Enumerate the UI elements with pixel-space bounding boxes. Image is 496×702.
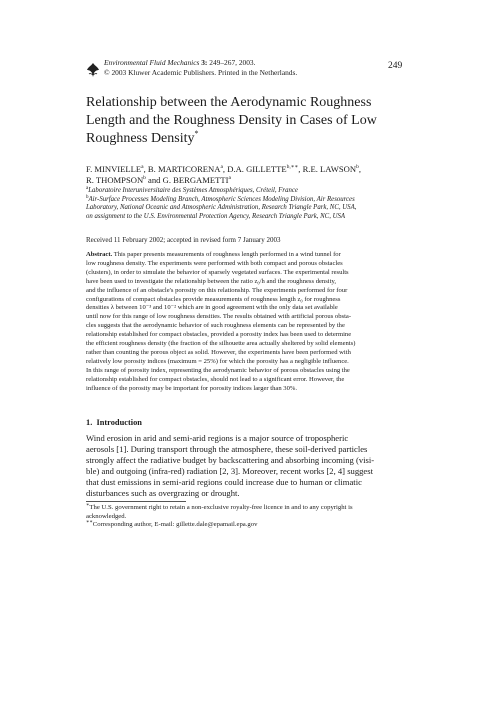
footnote-text: The U.S. government right to retain a non-exclusive royalty-free licence in and to any copyright is — [89, 504, 353, 511]
author-name: , R.E. LAWSON — [298, 164, 357, 174]
title-line: Roughness Density — [86, 131, 195, 146]
affiliation-mark: b — [86, 194, 89, 200]
body-line: aerosols [1]. During transport through the atmosphere, these soil-derived particles — [86, 443, 368, 454]
section-title: Introduction — [96, 418, 142, 427]
abstract-label: Abstract. — [86, 251, 113, 258]
abstract — [86, 251, 416, 394]
title-line: Length and the Roughness Density in Cases of Low — [86, 113, 377, 128]
author-name: F. MINVIELLE — [86, 164, 142, 174]
affiliation-mark: a — [86, 186, 89, 191]
title-line: Relationship between the Aerodynamic Roughness — [86, 95, 372, 110]
journal-volume: 3: — [201, 58, 208, 67]
abstract-line: influence of the porosity may be important for porosity indices larger than 30%. — [86, 384, 298, 392]
body-line: that dust emissions in semi-arid regions could increase due to human or climatic — [86, 476, 362, 487]
footnote-text: acknowledged. — [86, 512, 127, 520]
abstract-line: relationship established for compact obstacles, provided a porosity index has been used to determine — [86, 331, 352, 339]
affiliation-mark: a — [141, 164, 144, 170]
author-name: R. THOMPSON — [86, 175, 144, 185]
abstract-line: In this range of porosity index, representing the aerodynamic behavior of porous obstacles using the — [86, 366, 350, 374]
abstract-line: configurations of compact obstacles provide measurements of roughness length z₀ for roughness — [86, 295, 341, 303]
body-line: ble) and outgoing (infra-red) radiation [2, 3]. Moreover, recent works [2, 4] suggest — [86, 465, 373, 476]
body-line: Wind erosion in arid and semi-arid regions is a major source of tropospheric — [86, 433, 349, 443]
intro-paragraph — [86, 433, 416, 498]
title-footnote-mark: * — [194, 129, 199, 138]
abstract-line: (clusters), in order to simulate the behavior of sparsely vegetated surfaces. The experimental results — [86, 268, 349, 276]
author-name: , D.A. GILLETTE — [222, 164, 287, 174]
affiliation-mark: b — [356, 164, 359, 170]
author-name: and G. BERGAMETTI — [145, 175, 229, 185]
journal-header — [104, 58, 297, 77]
abstract-line: the efficient roughness density (the fraction of the silhouette area actually sheltered by solid elements) — [86, 340, 356, 348]
author-separator: , — [358, 164, 361, 174]
section-heading — [86, 418, 142, 427]
affiliation-mark: a — [220, 164, 223, 170]
journal-pages: 249–267, 2003. — [209, 58, 256, 67]
footnotes — [86, 504, 416, 530]
abstract-line: low roughness density. The experiments were performed with both compact and porous obstacles — [86, 259, 343, 267]
abstract-line: relatively low porosity indices (maximum = 25%) for which the porosity has a negligible influence. — [86, 357, 349, 365]
affiliation-mark: b — [143, 175, 146, 181]
footnote-mark: ∗ — [86, 503, 90, 508]
section-number: 1. — [86, 418, 93, 427]
paper-title — [86, 94, 416, 148]
affiliation-text: Laboratory, National Oceanic and Atmospheric Administration, Research Triangle Park, NC, USA, — [86, 204, 357, 212]
footnote-mark: ∗∗ — [86, 520, 93, 526]
author-name: , B. MARTICORENA — [143, 164, 221, 174]
footnote-divider — [86, 501, 186, 502]
abstract-line: densities λ between 10⁻³ and 10⁻² which are in good agreement with the only data set available — [86, 304, 338, 312]
affiliation-text: on assignment to the U.S. Environmental Protection Agency, Research Triangle Park, NC, USA — [86, 213, 346, 221]
body-line: strongly affect the radiative budget by backscattering and absorbing incoming (visi- — [86, 454, 375, 465]
copyright-line: © 2003 Kluwer Academic Publishers. Printed in the Netherlands. — [104, 67, 298, 77]
journal-name: Environmental Fluid Mechanics — [104, 58, 200, 67]
abstract-line: have been used to investigate the relationship between the ratio z₀/h and the roughness density, — [86, 277, 336, 285]
affiliation-mark: b,∗∗ — [286, 164, 299, 170]
affiliation-text: Air-Surface Processes Modeling Branch, Atmospheric Sciences Modeling Division, Air Resources — [88, 195, 355, 203]
abstract-line: and the influence of an obstacle's porosity on this relationship. The experiments performed for four — [86, 286, 348, 294]
affiliation-mark: a — [228, 175, 231, 181]
footnote-text: Corresponding author, E-mail: gillette.dale@epamail.epa.gov — [92, 521, 258, 529]
affiliation-text: Laboratoire Interuniversitaire des Systèmes Atmosphériques, Créteil, France — [88, 187, 298, 194]
abstract-line: until now for this range of low roughness densities. The results obtained with artificial porous obsta- — [86, 313, 352, 321]
publisher-logo-icon — [86, 62, 100, 78]
received-dates: Received 11 February 2002; accepted in revised form 7 January 2003 — [86, 236, 281, 244]
page-number: 249 — [388, 61, 403, 71]
abstract-line: cles suggests that the aerodynamic behavior of such roughness elements can be represented by the — [86, 322, 345, 330]
abstract-line: relationship established for compact obstacles, should not lead to a significant error. However, the — [86, 375, 345, 383]
body-line: disturbances such as overgrazing or drought. — [86, 487, 240, 498]
abstract-line: rather than counting the porous object as solid. However, the experiments have been performed with — [86, 348, 351, 356]
author-list — [86, 164, 416, 186]
affiliations — [86, 187, 416, 222]
abstract-line: This paper presents measurements of roughness length performed in a wind tunnel for — [113, 251, 341, 258]
